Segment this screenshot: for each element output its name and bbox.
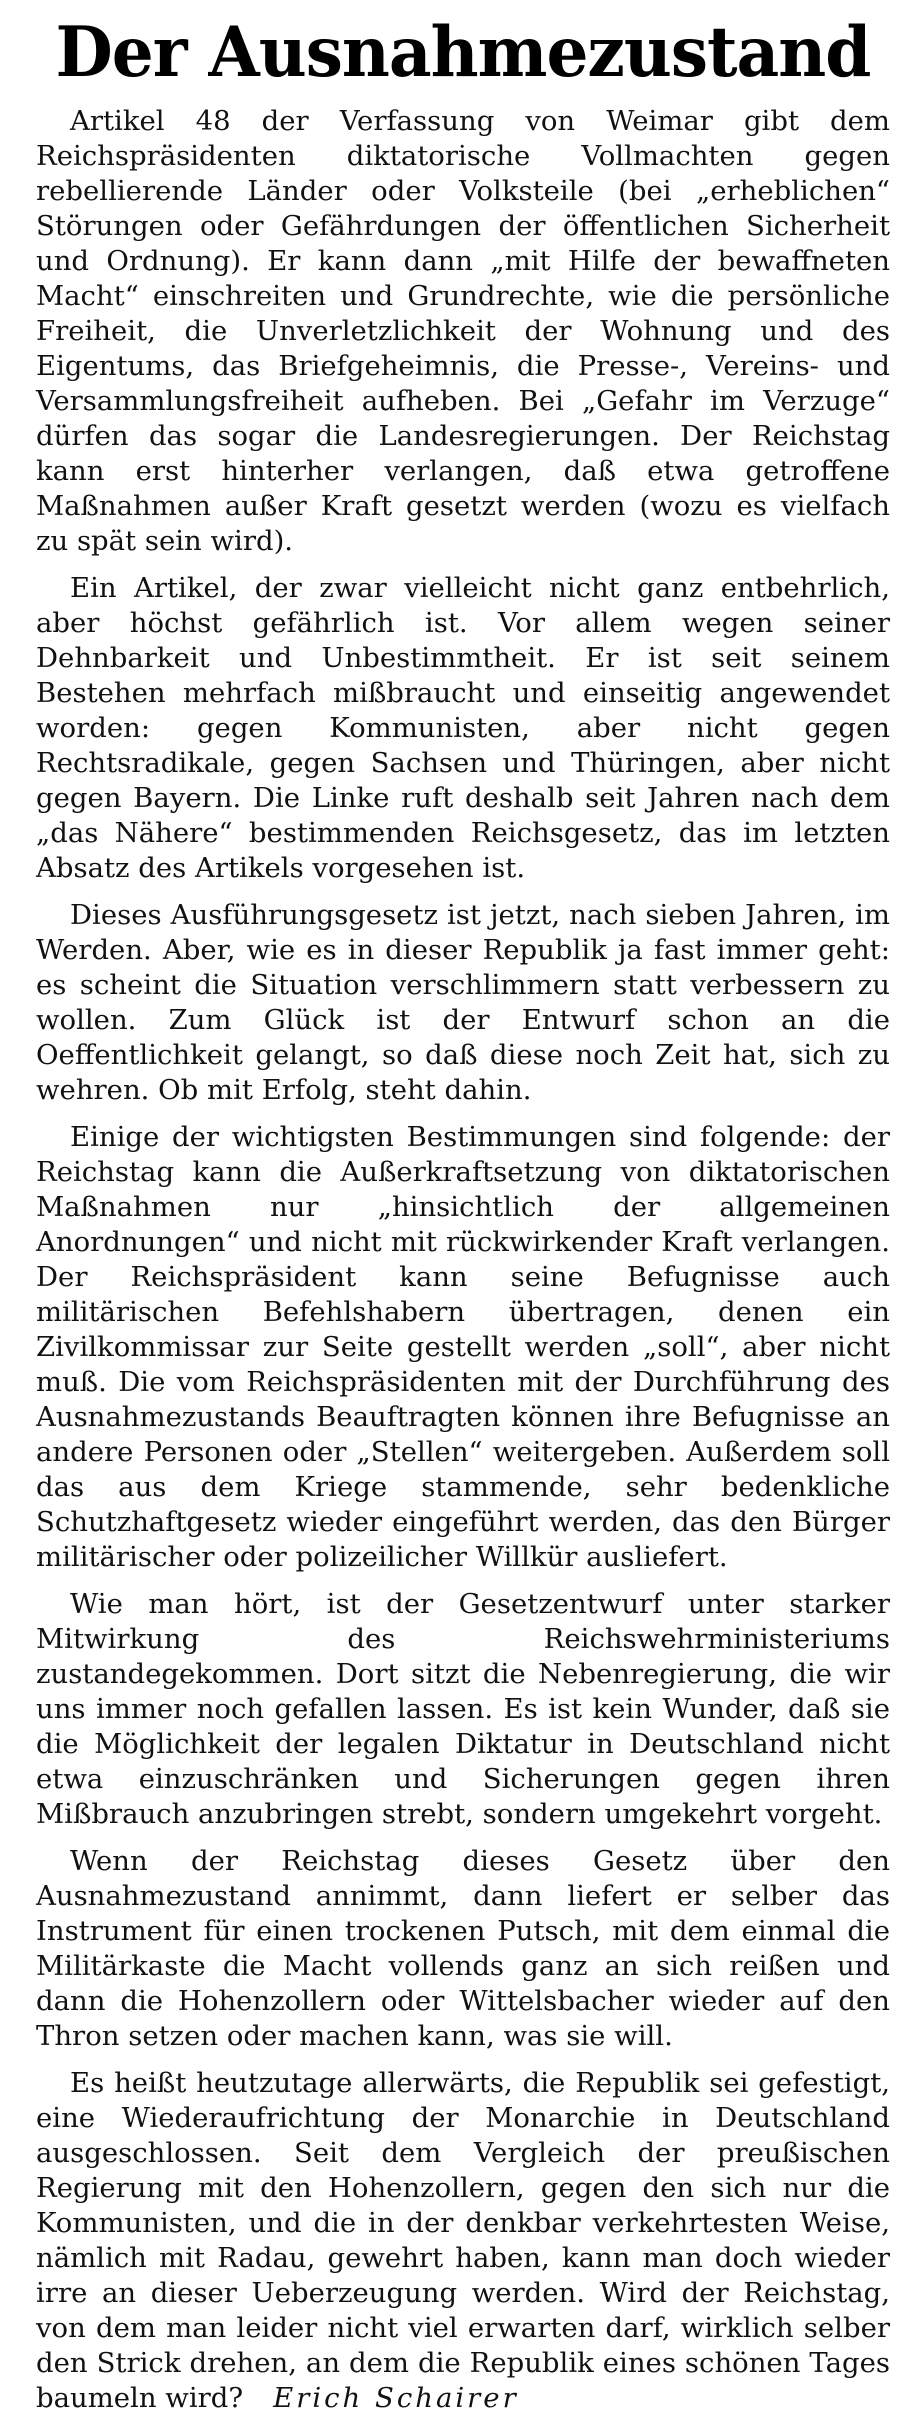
article-paragraph-6: Wenn der Reichstag dieses Gesetz über den Ausnahmezustand annimmt, dann liefert er selber das Instrument für einen trockenen Putsch, mit dem einmal die Militärkaste die Macht vollends ganz an sich reißen und dann die Hohenzollern oder Wittelsbacher wieder auf den Thron setzen oder machen kann, was sie will. (36, 1845, 890, 2052)
author-signature: Erich Schairer (273, 2382, 519, 2414)
article-headline: Der Ausnahmezustand (55, 11, 871, 93)
article-paragraph-3: Dieses Ausführungsgesetz ist jetzt, nach sieben Jahren, im Werden. Aber, wie es in dieser Republik ja fast immer geht: es scheint die Situation verschlimmern statt verbessern zu wollen. Zum Glück ist der Entwurf schon an die Oeffentlichkeit gelangt, so daß diese noch Zeit hat, sich zu wehren. Ob mit Erfolg, steht dahin. (36, 899, 890, 1106)
article-paragraph-1: Artikel 48 der Verfassung von Weimar gibt dem Reichspräsidenten diktatorische Vollmachten gegen rebellierende Länder oder Volksteile (bei „erheblichen“ Störungen oder Gefährdungen der öffentlichen Sicherheit und Ordnung). Er kann dann „mit Hilfe der bewaffneten Macht“ einschreiten und Grundrechte, wie die persönliche Freiheit, die Unverletzlichkeit der Wohnung und des Eigentums, das Briefgeheimnis, die Presse-, Vereins- und Versammlungsfreiheit aufheben. Bei „Gefahr im Verzuge“ dürfen das sogar die Landesregierungen. Der Reichstag kann erst hinterher verlangen, daß etwa getroffene Maßnahmen außer Kraft gesetzt werden (wozu es vielfach zu spät sein wird). (36, 105, 890, 557)
article-paragraph-2: Ein Artikel, der zwar vielleicht nicht ganz entbehrlich, aber höchst gefährlich ist. Vor allem wegen seiner Dehnbarkeit und Unbestimmtheit. Er ist seit seinem Bestehen mehrfach mißbraucht und einseitig angewendet worden: gegen Kommunisten, aber nicht gegen Rechtsradikale, gegen Sachsen und Thüringen, aber nicht gegen Bayern. Die Linke ruft deshalb seit Jahren nach dem „das Nähere“ bestimmenden Reichsgesetz, das im letzten Absatz des Artikels vorgesehen ist. (36, 572, 890, 884)
article-paragraph-7 (36, 2066, 890, 2416)
article-paragraph-7-text: Es heißt heutzutage allerwärts, die Republik sei gefestigt, eine Wiederaufrichtung der Monarchie in Deutschland ausgeschlossen. Seit dem Vergleich der preußischen Regierung mit den Hohenzollern, gegen den sich nur die Kommunisten, und die in der denkbar verkehrtesten Weise, nämlich mit Radau, gewehrt haben, kann man doch wieder irre an dieser Ueberzeugung werden. Wird der Reichstag, von dem man leider nicht viel erwarten darf, wirklich selber den Strick drehen, an dem die Republik eines schönen Tages baumeln wird? (36, 2067, 890, 2414)
article-paragraph-4: Einige der wichtigsten Bestimmungen sind folgende: der Reichstag kann die Außerkraftsetzung von diktatorischen Maßnahmen nur „hinsichtlich der allgemeinen Anordnungen“ und nicht mit rückwirkender Kraft verlangen. Der Reichspräsident kann seine Befugnisse auch militärischen Befehlshabern übertragen, denen ein Zivilkommissar zur Seite gestellt werden „soll“, aber nicht muß. Die vom Reichspräsidenten mit der Durchführung des Ausnahmezustands Beauftragten können ihre Befugnisse an andere Personen oder „Stellen“ weitergeben. Außerdem soll das aus dem Kriege stammende, sehr bedenkliche Schutzhaftgesetz wieder eingeführt werden, das den Bürger militärischer oder polizeilicher Willkür ausliefert. (36, 1121, 890, 1573)
article-paragraph-5: Wie man hört, ist der Gesetzentwurf unter starker Mitwirkung des Reichswehrministeriums zustandegekommen. Dort sitzt die Nebenregierung, die wir uns immer noch gefallen lassen. Es ist kein Wunder, daß sie die Möglichkeit der legalen Diktatur in Deutschland nicht etwa einzuschränken und Sicherungen gegen ihren Mißbrauch anzubringen strebt, sondern umgekehrt vorgeht. (36, 1588, 890, 1830)
